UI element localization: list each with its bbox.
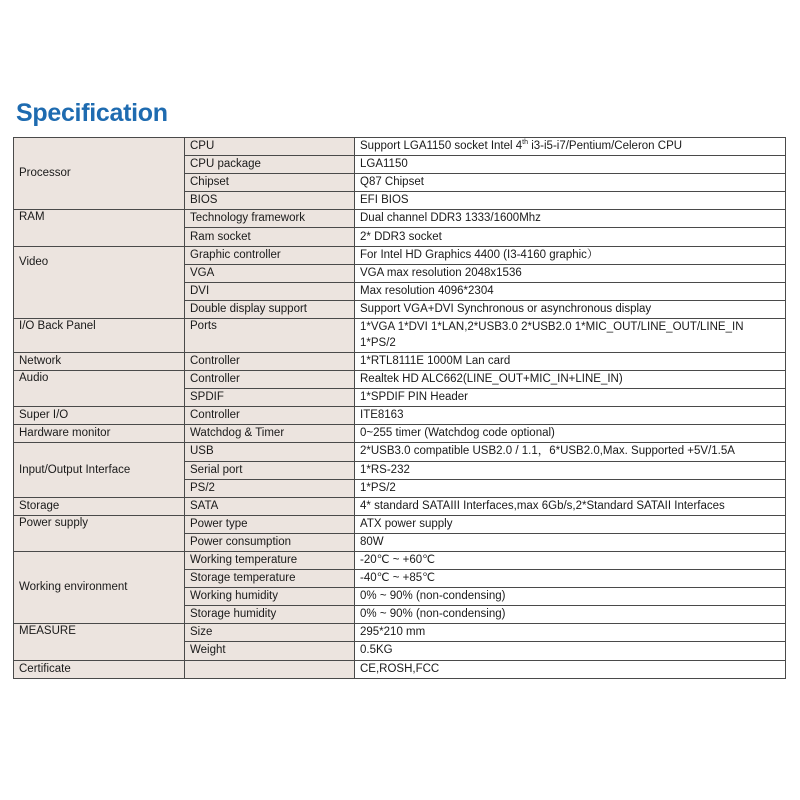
category-working-environment: Working environment [14, 551, 185, 623]
item-double-display: Double display support [185, 300, 355, 318]
category-power-supply: Power supply [14, 515, 185, 551]
value-ps2: 1*PS/2 [355, 479, 786, 497]
item-graphic-controller: Graphic controller [185, 246, 355, 264]
item-sata: SATA [185, 497, 355, 515]
table-row [14, 551, 786, 569]
value-technology-framework: Dual channel DDR3 1333/1600Mhz [355, 210, 786, 228]
page-title: Specification [16, 99, 168, 127]
value-serial-port: 1*RS-232 [355, 461, 786, 479]
item-weight: Weight [185, 642, 355, 660]
value-audio-controller: Realtek HD ALC662(LINE_OUT+MIC_IN+LINE_IN) [355, 371, 786, 389]
table-row [14, 371, 786, 389]
item-usb: USB [185, 443, 355, 461]
item-ps2: PS/2 [185, 479, 355, 497]
item-storage-humidity: Storage humidity [185, 606, 355, 624]
item-chipset: Chipset [185, 174, 355, 192]
value-size: 295*210 mm [355, 624, 786, 642]
value-cpu-package: LGA1150 [355, 156, 786, 174]
category-audio: Audio [14, 371, 185, 407]
item-watchdog-timer: Watchdog & Timer [185, 425, 355, 443]
category-super-io: Super I/O [14, 407, 185, 425]
table-row [14, 660, 786, 678]
value-bios: EFI BIOS [355, 192, 786, 210]
value-network-controller: 1*RTL8111E 1000M Lan card [355, 352, 786, 370]
item-vga: VGA [185, 264, 355, 282]
category-certificate: Certificate [14, 660, 185, 678]
item-power-consumption: Power consumption [185, 533, 355, 551]
value-storage-humidity: 0% ~ 90% (non-condensing) [355, 606, 786, 624]
value-ram-socket: 2* DDR3 socket [355, 228, 786, 246]
value-ports: 1*VGA 1*DVI 1*LAN,2*USB3.0 2*USB2.0 1*MIC_OUT/LINE_OUT/LINE_IN 1*PS/2 [355, 318, 786, 352]
table-row [14, 624, 786, 642]
value-weight: 0.5KG [355, 642, 786, 660]
item-storage-temperature: Storage temperature [185, 570, 355, 588]
table-row [14, 138, 786, 156]
table-row [14, 352, 786, 370]
category-io-back-panel: I/O Back Panel [14, 318, 185, 352]
table-row [14, 425, 786, 443]
item-ram-socket: Ram socket [185, 228, 355, 246]
value-vga: VGA max resolution 2048x1536 [355, 264, 786, 282]
item-cpu-package: CPU package [185, 156, 355, 174]
item-serial-port: Serial port [185, 461, 355, 479]
value-power-type: ATX power supply [355, 515, 786, 533]
item-size: Size [185, 624, 355, 642]
table-row [14, 407, 786, 425]
item-working-humidity: Working humidity [185, 588, 355, 606]
value-working-humidity: 0% ~ 90% (non-condensing) [355, 588, 786, 606]
item-audio-controller: Controller [185, 371, 355, 389]
value-sata: 4* standard SATAIII Interfaces,max 6Gb/s,2*Standard SATAII Interfaces [355, 497, 786, 515]
value-chipset: Q87 Chipset [355, 174, 786, 192]
value-graphic-controller: For Intel HD Graphics 4400 (I3-4160 graphic） [355, 246, 786, 264]
value-watchdog-timer: 0~255 timer (Watchdog code optional) [355, 425, 786, 443]
category-network: Network [14, 352, 185, 370]
table-row [14, 210, 786, 228]
item-certificate-blank [185, 660, 355, 678]
category-storage: Storage [14, 497, 185, 515]
value-double-display: Support VGA+DVI Synchronous or asynchronous display [355, 300, 786, 318]
table-row [14, 246, 786, 264]
value-spdif: 1*SPDIF PIN Header [355, 389, 786, 407]
category-io-interface: Input/Output Interface [14, 443, 185, 497]
item-spdif: SPDIF [185, 389, 355, 407]
category-hardware-monitor: Hardware monitor [14, 425, 185, 443]
value-working-temperature: -20℃ ~ +60℃ [355, 551, 786, 569]
category-video: Video [14, 246, 185, 318]
item-working-temperature: Working temperature [185, 551, 355, 569]
item-ports: Ports [185, 318, 355, 352]
table-row [14, 497, 786, 515]
value-power-consumption: 80W [355, 533, 786, 551]
spec-table [13, 137, 786, 679]
item-super-io-controller: Controller [185, 407, 355, 425]
category-ram: RAM [14, 210, 185, 246]
table-row [14, 515, 786, 533]
item-technology-framework: Technology framework [185, 210, 355, 228]
item-power-type: Power type [185, 515, 355, 533]
category-measure: MEASURE [14, 624, 185, 660]
value-dvi: Max resolution 4096*2304 [355, 282, 786, 300]
item-bios: BIOS [185, 192, 355, 210]
value-storage-temperature: -40℃ ~ +85℃ [355, 570, 786, 588]
item-cpu: CPU [185, 138, 355, 156]
category-processor: Processor [14, 138, 185, 210]
value-usb: 2*USB3.0 compatible USB2.0 / 1.1，6*USB2.0,Max. Supported +5V/1.5A [355, 443, 786, 461]
value-super-io-controller: ITE8163 [355, 407, 786, 425]
table-row [14, 318, 786, 352]
item-dvi: DVI [185, 282, 355, 300]
value-certificate: CE,ROSH,FCC [355, 660, 786, 678]
value-cpu: Support LGA1150 socket Intel 4th i3-i5-i7/Pentium/Celeron CPU [355, 138, 786, 156]
item-network-controller: Controller [185, 352, 355, 370]
table-row [14, 443, 786, 461]
